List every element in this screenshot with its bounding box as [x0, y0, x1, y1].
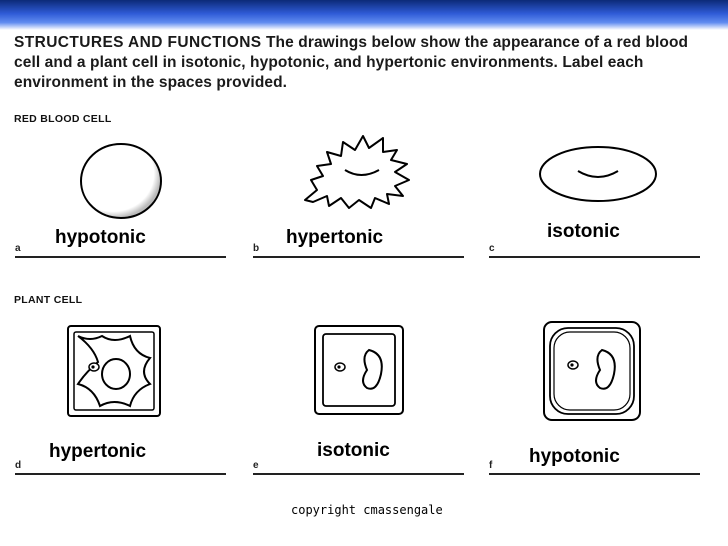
item-letter-e: e [253, 460, 259, 471]
item-letter-f: f [489, 460, 493, 471]
answer-d: hypertonic [49, 441, 147, 462]
answer-line-b [253, 256, 464, 258]
answer-line-c [489, 256, 700, 258]
instructions-text: The drawings below show the appearance of a red blood cell and a plant cell in isotonic, hypotonic, and hypertonic environments. Label each environment in the spaces provided. [14, 34, 689, 91]
answer-b: hypertonic [286, 227, 384, 248]
plant-cell-turgid-drawing [540, 318, 644, 424]
red-blood-cell-shriveled-drawing [297, 130, 415, 212]
section-label-plant-cell: PLANT CELL [14, 294, 83, 306]
red-blood-cell-normal-drawing [534, 143, 662, 205]
answer-a: hypotonic [55, 227, 146, 248]
instructions-heading: STRUCTURES AND FUNCTIONS [14, 34, 262, 51]
item-letter-a: a [15, 243, 21, 254]
copyright-notice: copyright cmassengale [291, 503, 443, 517]
plant-cell-plasmolyzed-drawing [64, 322, 164, 420]
item-letter-b: b [253, 243, 260, 254]
item-letter-d: d [15, 460, 22, 471]
answer-line-e [253, 473, 464, 475]
red-blood-cell-swollen-drawing [74, 139, 168, 223]
answer-line-a [15, 256, 226, 258]
plant-cell-normal-drawing [311, 322, 407, 418]
section-label-red-blood-cell: RED BLOOD CELL [14, 113, 112, 125]
answer-line-d [15, 473, 226, 475]
item-letter-c: c [489, 243, 495, 254]
answer-e: isotonic [317, 440, 390, 461]
answer-line-f [489, 473, 700, 475]
answer-c: isotonic [547, 221, 620, 242]
answer-f: hypotonic [529, 446, 620, 467]
instructions [14, 33, 714, 93]
title-bar [0, 0, 728, 30]
